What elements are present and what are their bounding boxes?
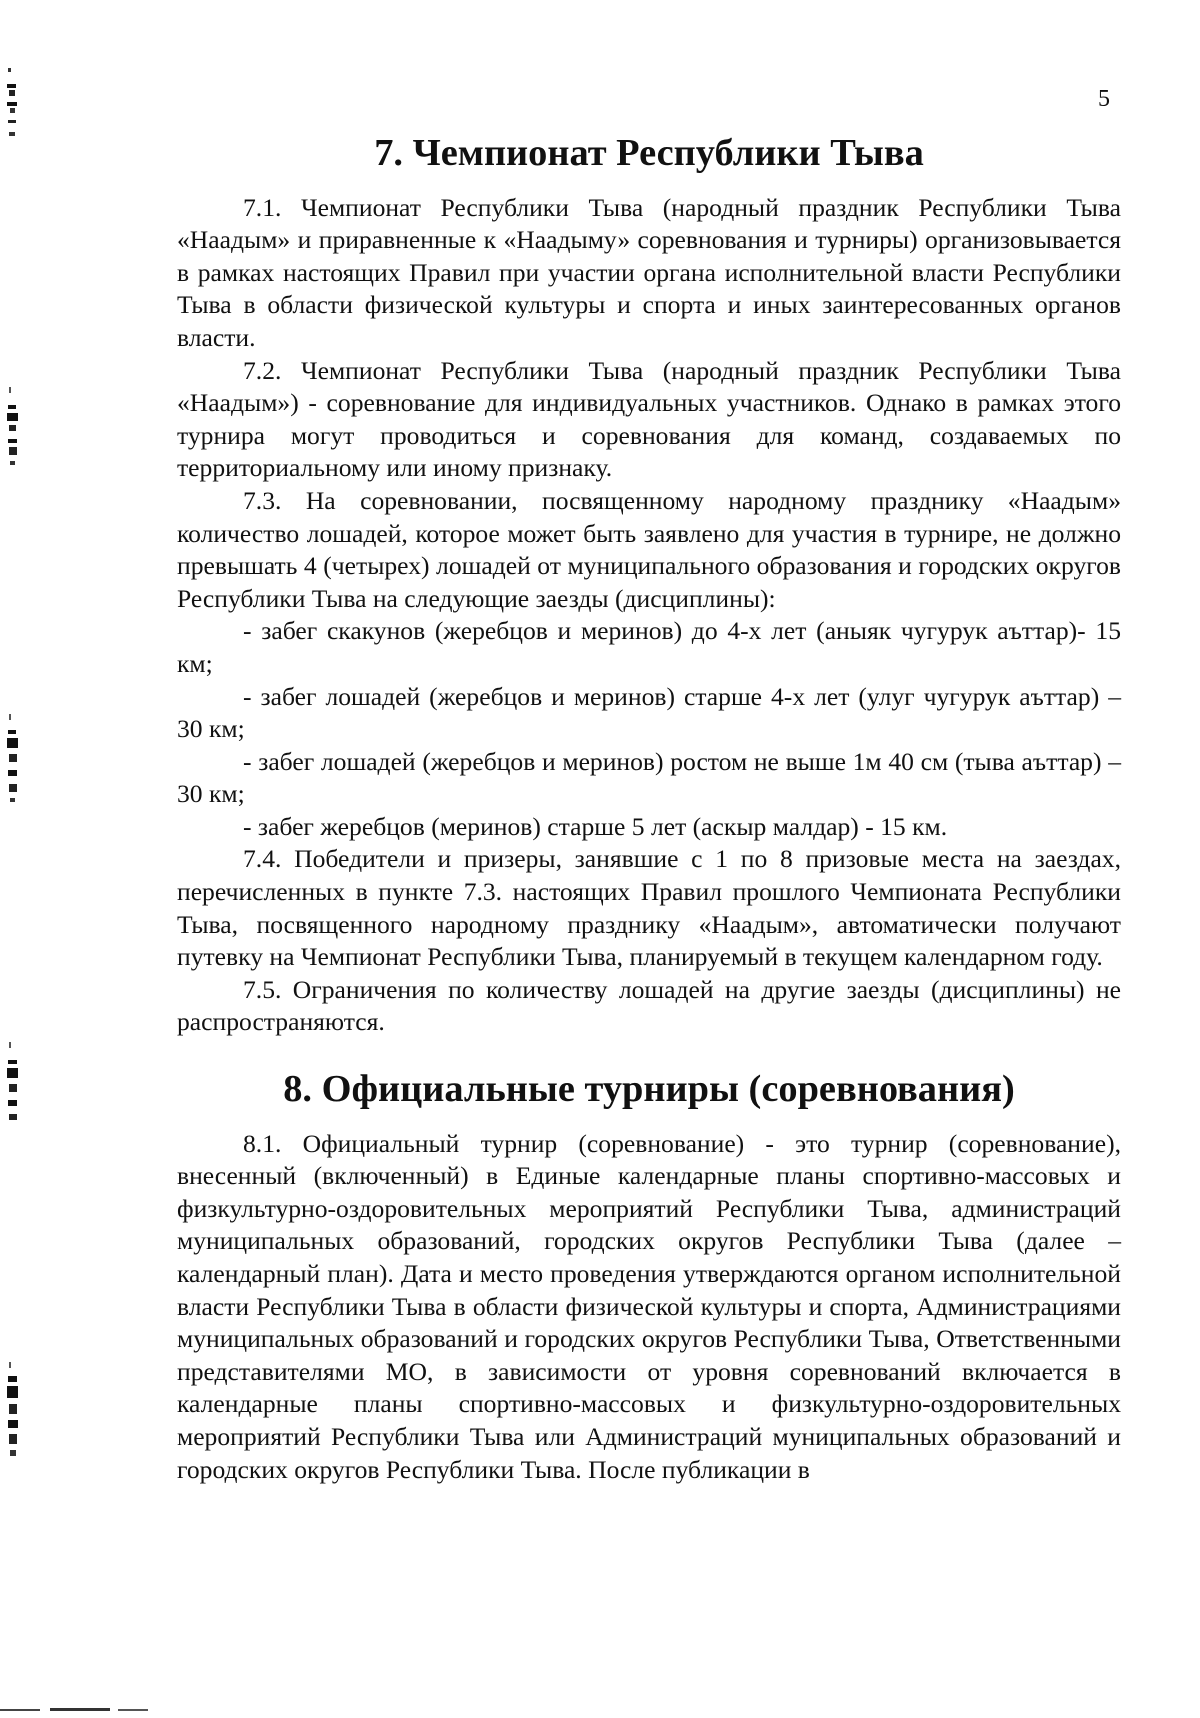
- paragraph-7-2: 7.2. Чемпионат Республики Тыва (народный праздник Республики Тыва «Наадым») - соревнование для индивидуальных участников. Однако в рамках этого турнира могут проводиться и соревнования для команд, создаваемых по территориальному или иному признаку.: [177, 355, 1121, 483]
- paragraph-8-1: 8.1. Официальный турнир (соревнование) - это турнир (соревнование), внесенный (включенный) в Единые календарные планы спортивно-массовых и физкультурно-оздоровительных мероприятий Республики Тыва, администраций муниципальных образований, городских округов Республики Тыва (далее – календарный план). Дата и место проведения утверждаются органом исполнительной власти Республики Тыва в области физической культуры и спорта, Администрациями муниципальных образований и городских округов Республики Тыва, Ответственными представителями МО, в зависимости от уровня соревнований включается в календарные планы спортивно-массовых и физкультурно-оздоровительных мероприятий Республики Тыва или Администраций муниципальных образований и городских округов Республики Тыва. После публикации в: [177, 1128, 1121, 1484]
- scan-binding-mark: [6, 1360, 20, 1470]
- scan-binding-mark: [6, 712, 20, 812]
- scan-binding-mark: [6, 385, 20, 485]
- paragraph-7-3: 7.3. На соревновании, посвященному народному празднику «Наадым» количество лошадей, которое может быть заявлено для участия в турнире, не должно превышать 4 (четырех) лошадей от муниципального образования и городских округов Республики Тыва на следующие заезды (дисциплины):: [177, 485, 1121, 613]
- scan-binding-mark: [6, 62, 20, 152]
- list-item-race-3: - забег лошадей (жеребцов и меринов) ростом не выше 1м 40 см (тыва аъттар) – 30 км;: [177, 746, 1121, 809]
- document-body: [177, 132, 1121, 1486]
- section-7-heading: 7. Чемпионат Республики Тыва: [374, 132, 924, 174]
- section-8-heading: 8. Официальные турниры (соревнования): [283, 1068, 1015, 1111]
- list-item-race-1: - забег скакунов (жеребцов и меринов) до 4-х лет (аныяк чугурук аъттар)- 15 км;: [177, 616, 1121, 678]
- list-item-race-4: - забег жеребцов (меринов) старше 5 лет (аскыр малдар) - 15 км.: [243, 811, 948, 841]
- page-number: 5: [1098, 86, 1110, 112]
- scan-bottom-strip: [0, 1700, 160, 1706]
- paragraph-7-1: 7.1. Чемпионат Республики Тыва (народный праздник Республики Тыва «Наадым» и приравненные к «Наадыму» соревнования и турниры) организовывается в рамках настоящих Правил при участии органа исполнительной власти Республики Тыва в области физической культуры и спорта и иных заинтересованных органов власти.: [177, 192, 1121, 352]
- paragraph-7-5: 7.5. Ограничения по количеству лошадей на другие заезды (дисциплины) не распространяются.: [177, 974, 1121, 1037]
- paragraph-7-4: 7.4. Победители и призеры, занявшие с 1 по 8 призовые места на заездах, перечисленных в пункте 7.3. настоящих Правил прошлого Чемпионата Республики Тыва, посвященного народному празднику «Наадым», автоматически получают путевку на Чемпионат Республики Тыва, планируемый в текущем календарном году.: [177, 844, 1121, 972]
- scan-binding-mark: [6, 1040, 20, 1140]
- list-item-race-2: - забег лошадей (жеребцов и меринов) старше 4-х лет (улуг чугурук аъттар) – 30 км;: [177, 681, 1121, 744]
